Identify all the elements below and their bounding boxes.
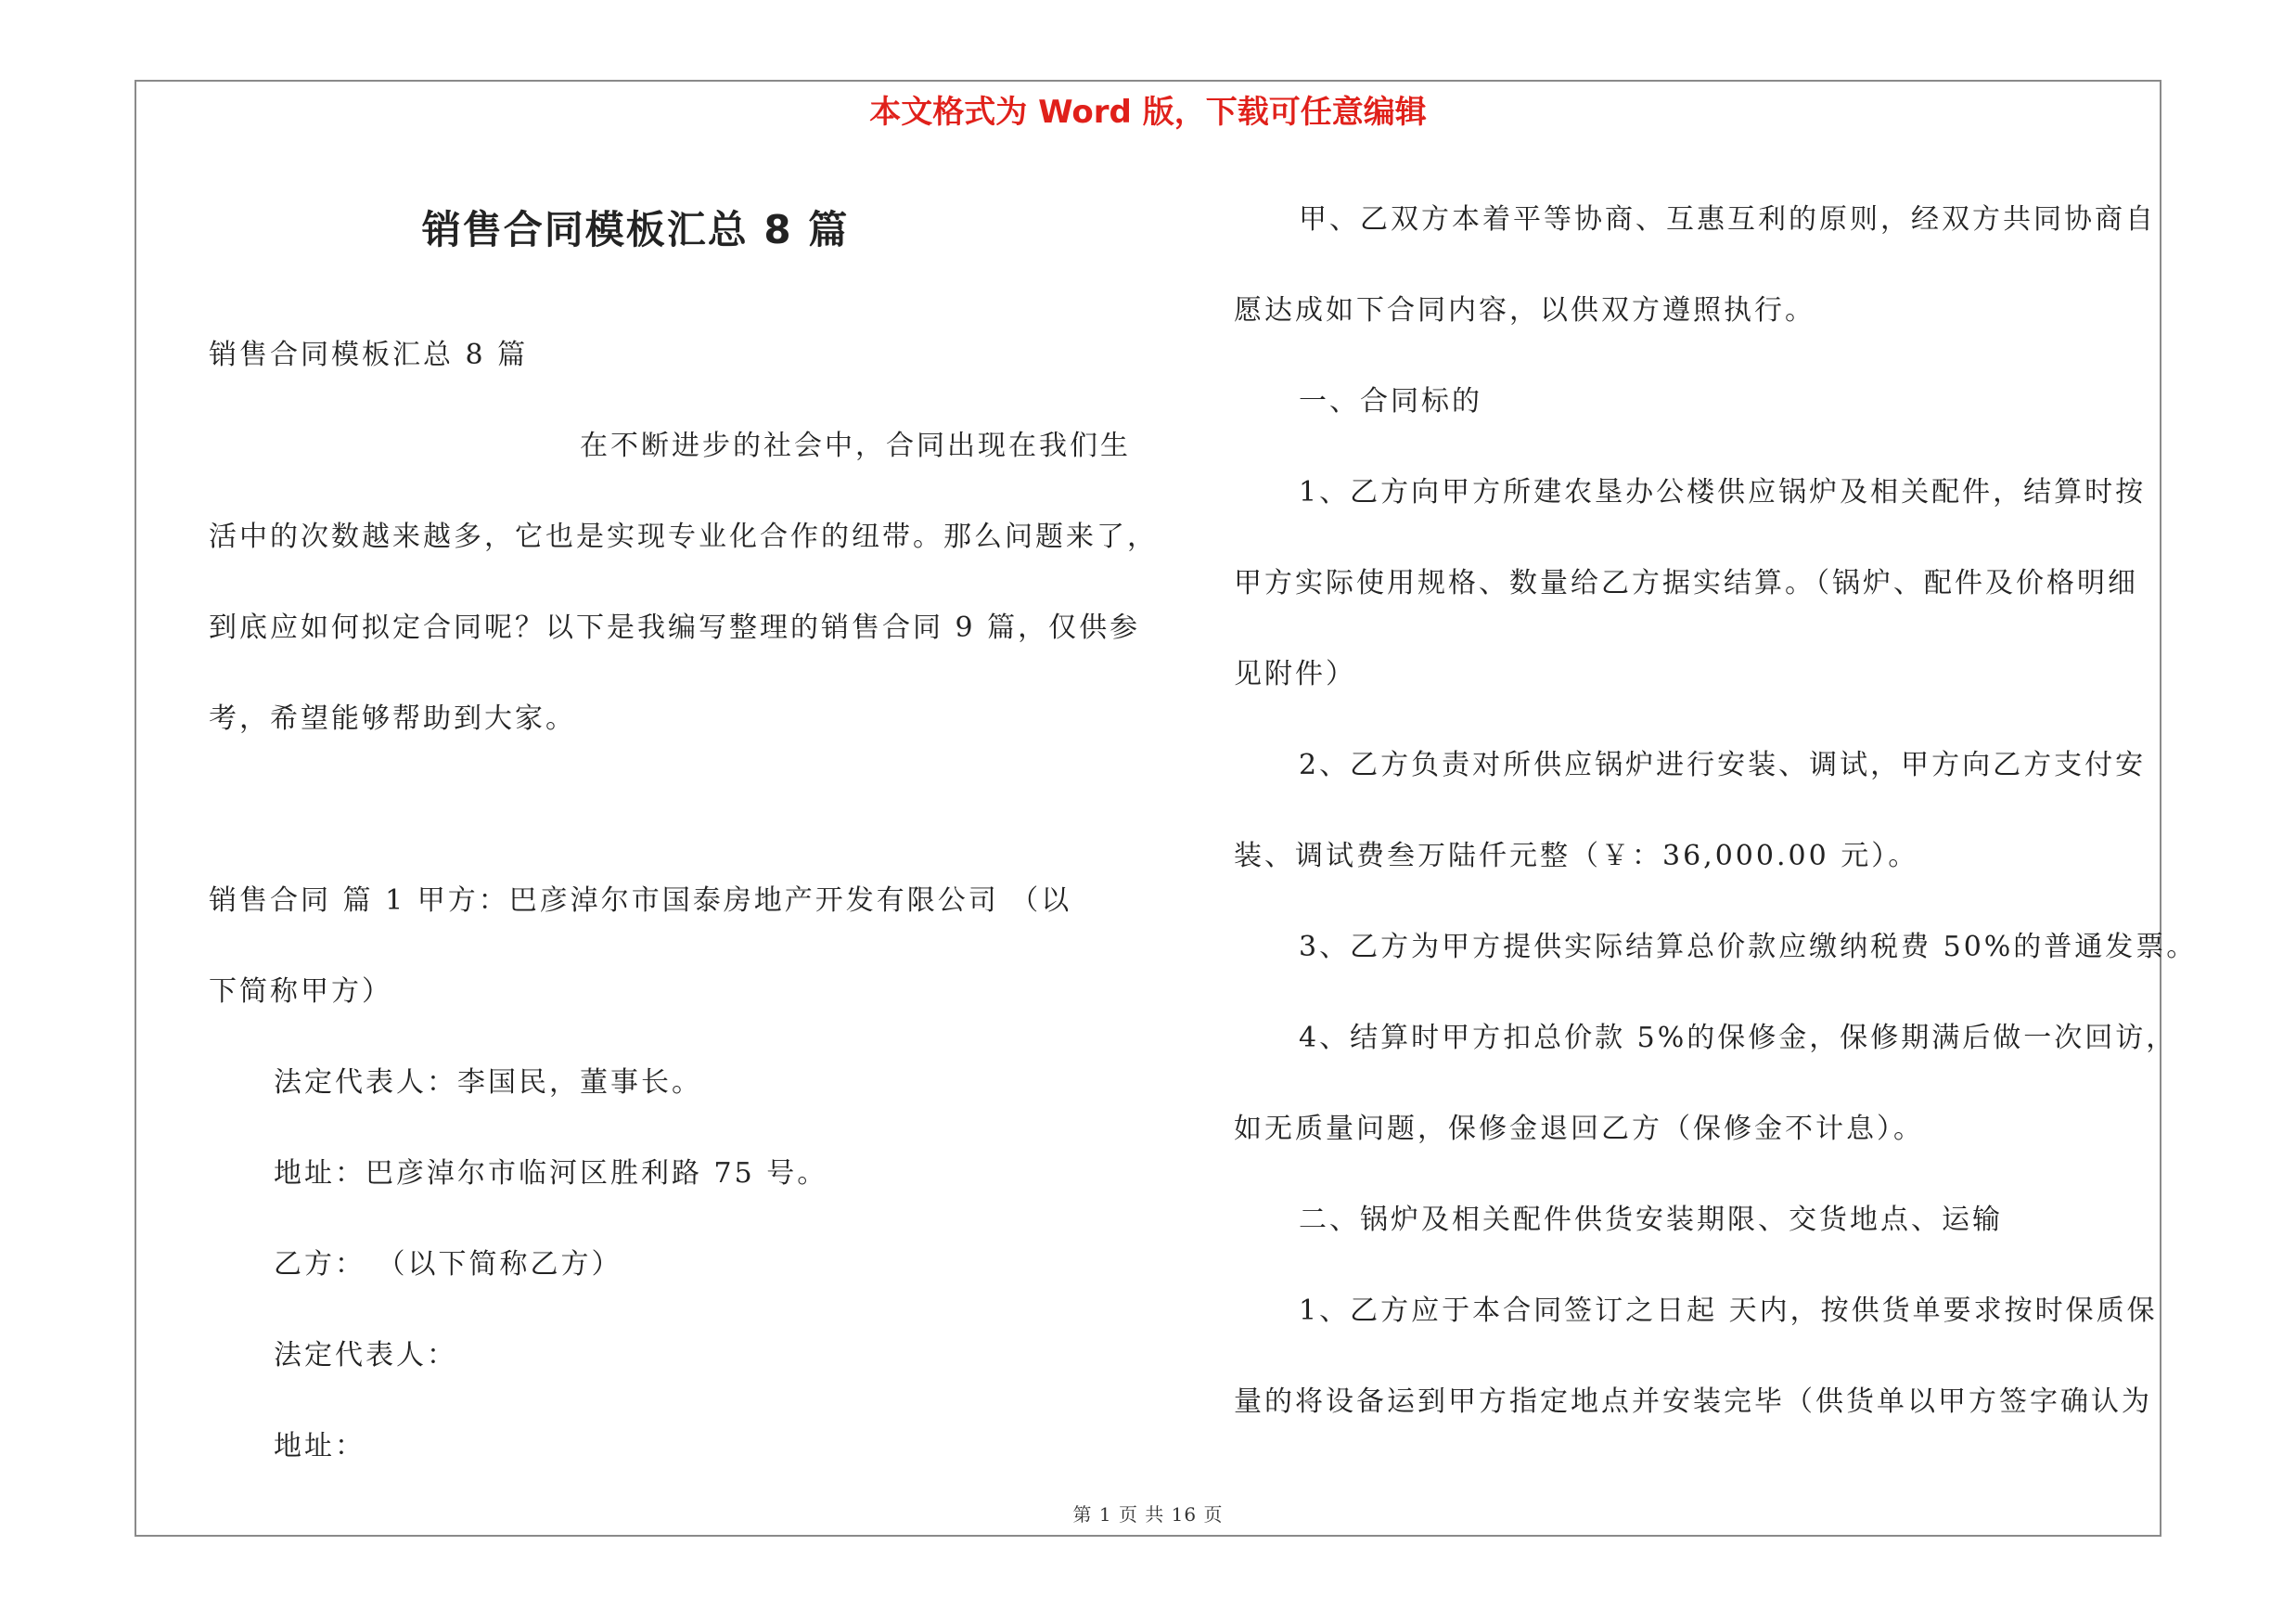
intro-line: 活中的次数越来越多，它也是实现专业化合作的纽带。那么问题来了， <box>209 521 1158 553</box>
contract-heading-line: 下简称甲方） <box>209 975 392 1008</box>
edit-notice-banner: 本文格式为 Word 版，下载可任意编辑 <box>869 94 1427 131</box>
body-line: 1、乙方向甲方所建农垦办公楼供应锅炉及相关配件，结算时按 <box>1299 476 2147 509</box>
section-heading: 一、合同标的 <box>1299 385 1482 418</box>
party-line: 法定代表人：李国民，董事长。 <box>274 1066 702 1099</box>
party-line: 法定代表人： <box>274 1339 457 1372</box>
section-heading: 二、锅炉及相关配件供货安装期限、交货地点、运输 <box>1299 1204 2003 1236</box>
page-number-footer: 第 1 页 共 16 页 <box>1072 1503 1224 1526</box>
intro-line: 考，希望能够帮助到大家。 <box>209 702 576 735</box>
party-line: 地址： <box>274 1430 366 1462</box>
right-column <box>1234 174 2198 1448</box>
intro-line: 在不断进步的社会中，合同出现在我们生 <box>580 430 1131 462</box>
page-frame <box>135 80 2198 1537</box>
body-line: 2、乙方负责对所供应锅炉进行安装、调试，甲方向乙方支付安 <box>1299 749 2147 781</box>
body-line: 甲方实际使用规格、数量给乙方据实结算。（锅炉、配件及价格明细 <box>1234 567 2138 599</box>
body-line: 愿达成如下合同内容，以供双方遵照执行。 <box>1234 294 1815 327</box>
party-line: 地址：巴彦淖尔市临河区胜利路 75 号。 <box>274 1157 828 1190</box>
body-line: 1、乙方应于本合同签订之日起 天内，按供货单要求按时保质保 <box>1299 1295 2158 1327</box>
body-line: 3、乙方为甲方提供实际结算总价款应缴纳税费 50%的普通发票。 <box>1299 931 2198 963</box>
left-column <box>209 202 1158 1492</box>
body-line: 如无质量问题，保修金退回乙方（保修金不计息）。 <box>1234 1113 1924 1145</box>
body-line: 甲、乙双方本着平等协商、互惠互利的原则，经双方共同协商自 <box>1299 203 2156 236</box>
body-line: 见附件） <box>1234 658 1356 690</box>
subtitle-line: 销售合同模板汇总 8 篇 <box>209 339 529 371</box>
blank-line <box>209 765 1136 856</box>
body-line: 4、结算时甲方扣总价款 5%的保修金，保修期满后做一次回访， <box>1299 1022 2177 1054</box>
body-line: 量的将设备运到甲方指定地点并安装完毕（供货单以甲方签字确认为 <box>1234 1385 2152 1418</box>
party-line: 乙方： （以下简称乙方） <box>274 1248 622 1281</box>
document-title: 销售合同模板汇总 8 篇 <box>421 207 850 252</box>
intro-line: 到底应如何拟定合同呢？以下是我编写整理的销售合同 9 篇，仅供参 <box>209 612 1141 644</box>
contract-heading-line: 销售合同 篇 1 甲方：巴彦淖尔市国泰房地产开发有限公司 （以 <box>209 884 1072 917</box>
body-line: 装、调试费叁万陆仟元整（￥：36,000.00 元）。 <box>1234 840 1919 872</box>
